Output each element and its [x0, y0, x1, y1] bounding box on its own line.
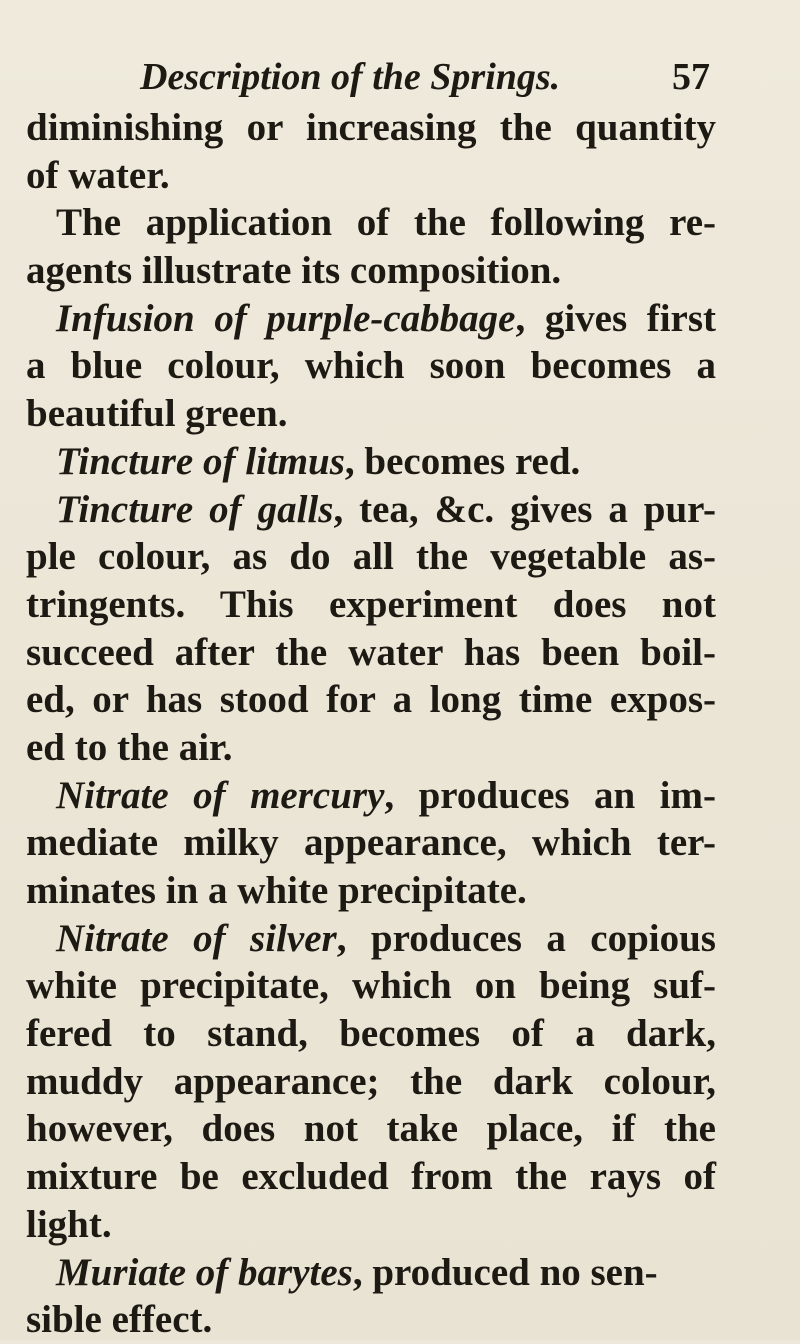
text-run: The application of the following re-	[56, 201, 716, 245]
reagent-name: Tincture of galls	[56, 487, 334, 531]
text-line	[26, 676, 716, 724]
text-line	[26, 1010, 716, 1058]
text-run: tringents. This experiment does not	[26, 582, 716, 626]
page-number: 57	[672, 56, 710, 98]
text-line	[26, 1058, 716, 1106]
text-run: light.	[26, 1202, 112, 1246]
text-line	[26, 629, 716, 677]
text-run: beautiful green.	[26, 392, 288, 436]
text-run: agents illustrate its composition.	[26, 249, 562, 293]
text-line	[26, 772, 716, 820]
text-line	[26, 342, 716, 390]
text-run: , produces a copious	[336, 916, 716, 960]
text-line	[26, 581, 716, 629]
text-run: mediate milky appearance, which ter-	[26, 821, 716, 865]
running-title: Description of the Springs.	[140, 56, 561, 98]
text-line	[26, 295, 716, 343]
text-line	[26, 867, 716, 915]
reagent-name: Infusion of purple-cabbage	[56, 296, 516, 340]
text-line	[26, 1153, 716, 1201]
text-run: , gives first	[515, 296, 717, 340]
text-run: , becomes red.	[344, 439, 581, 483]
text-line	[26, 533, 716, 581]
text-line	[26, 962, 716, 1010]
text-line	[26, 1296, 716, 1344]
text-line	[26, 247, 716, 295]
text-line	[26, 1249, 716, 1297]
page-header	[140, 52, 710, 102]
reagent-name: Tincture of litmus	[56, 439, 345, 483]
text-run: muddy appearance; the dark colour,	[26, 1059, 716, 1103]
reagent-name: Nitrate of mercury	[56, 773, 385, 817]
text-line	[26, 1105, 716, 1153]
text-line	[26, 1201, 716, 1249]
text-run: however, does not take place, if the	[26, 1107, 716, 1151]
text-line	[26, 486, 716, 534]
text-run: sible effect.	[26, 1298, 213, 1342]
text-line	[26, 915, 716, 963]
reagent-name: Nitrate of silver	[56, 916, 337, 960]
text-line	[26, 819, 716, 867]
text-run: minates in a white precipitate.	[26, 869, 527, 912]
text-line	[26, 438, 716, 486]
text-run: succeed after the water has been boil-	[26, 630, 716, 674]
text-line	[26, 104, 716, 152]
text-run: , produces an im-	[384, 773, 716, 817]
text-run: ple colour, as do all the vegetable as-	[26, 535, 716, 579]
text-line	[26, 724, 716, 772]
text-line	[26, 390, 716, 438]
text-run: white precipitate, which on being suf-	[26, 964, 716, 1008]
text-run: ed to the air.	[26, 725, 233, 769]
text-run: , produced no sen-	[352, 1250, 658, 1294]
text-run: a blue colour, which soon becomes a	[26, 344, 716, 388]
text-run: diminishing or increasing the quantity	[26, 106, 716, 149]
body-text	[26, 104, 716, 1344]
text-run: mixture be excluded from the rays of	[26, 1155, 716, 1199]
text-run: , tea, &c. gives a pur-	[333, 487, 717, 531]
text-run: ed, or has stood for a long time expos-	[26, 678, 716, 722]
text-line	[26, 152, 716, 200]
text-run: of water.	[26, 153, 170, 197]
text-line	[26, 199, 716, 247]
text-run: fered to stand, becomes of a dark,	[26, 1012, 716, 1056]
reagent-name: Muriate of barytes	[56, 1250, 353, 1294]
